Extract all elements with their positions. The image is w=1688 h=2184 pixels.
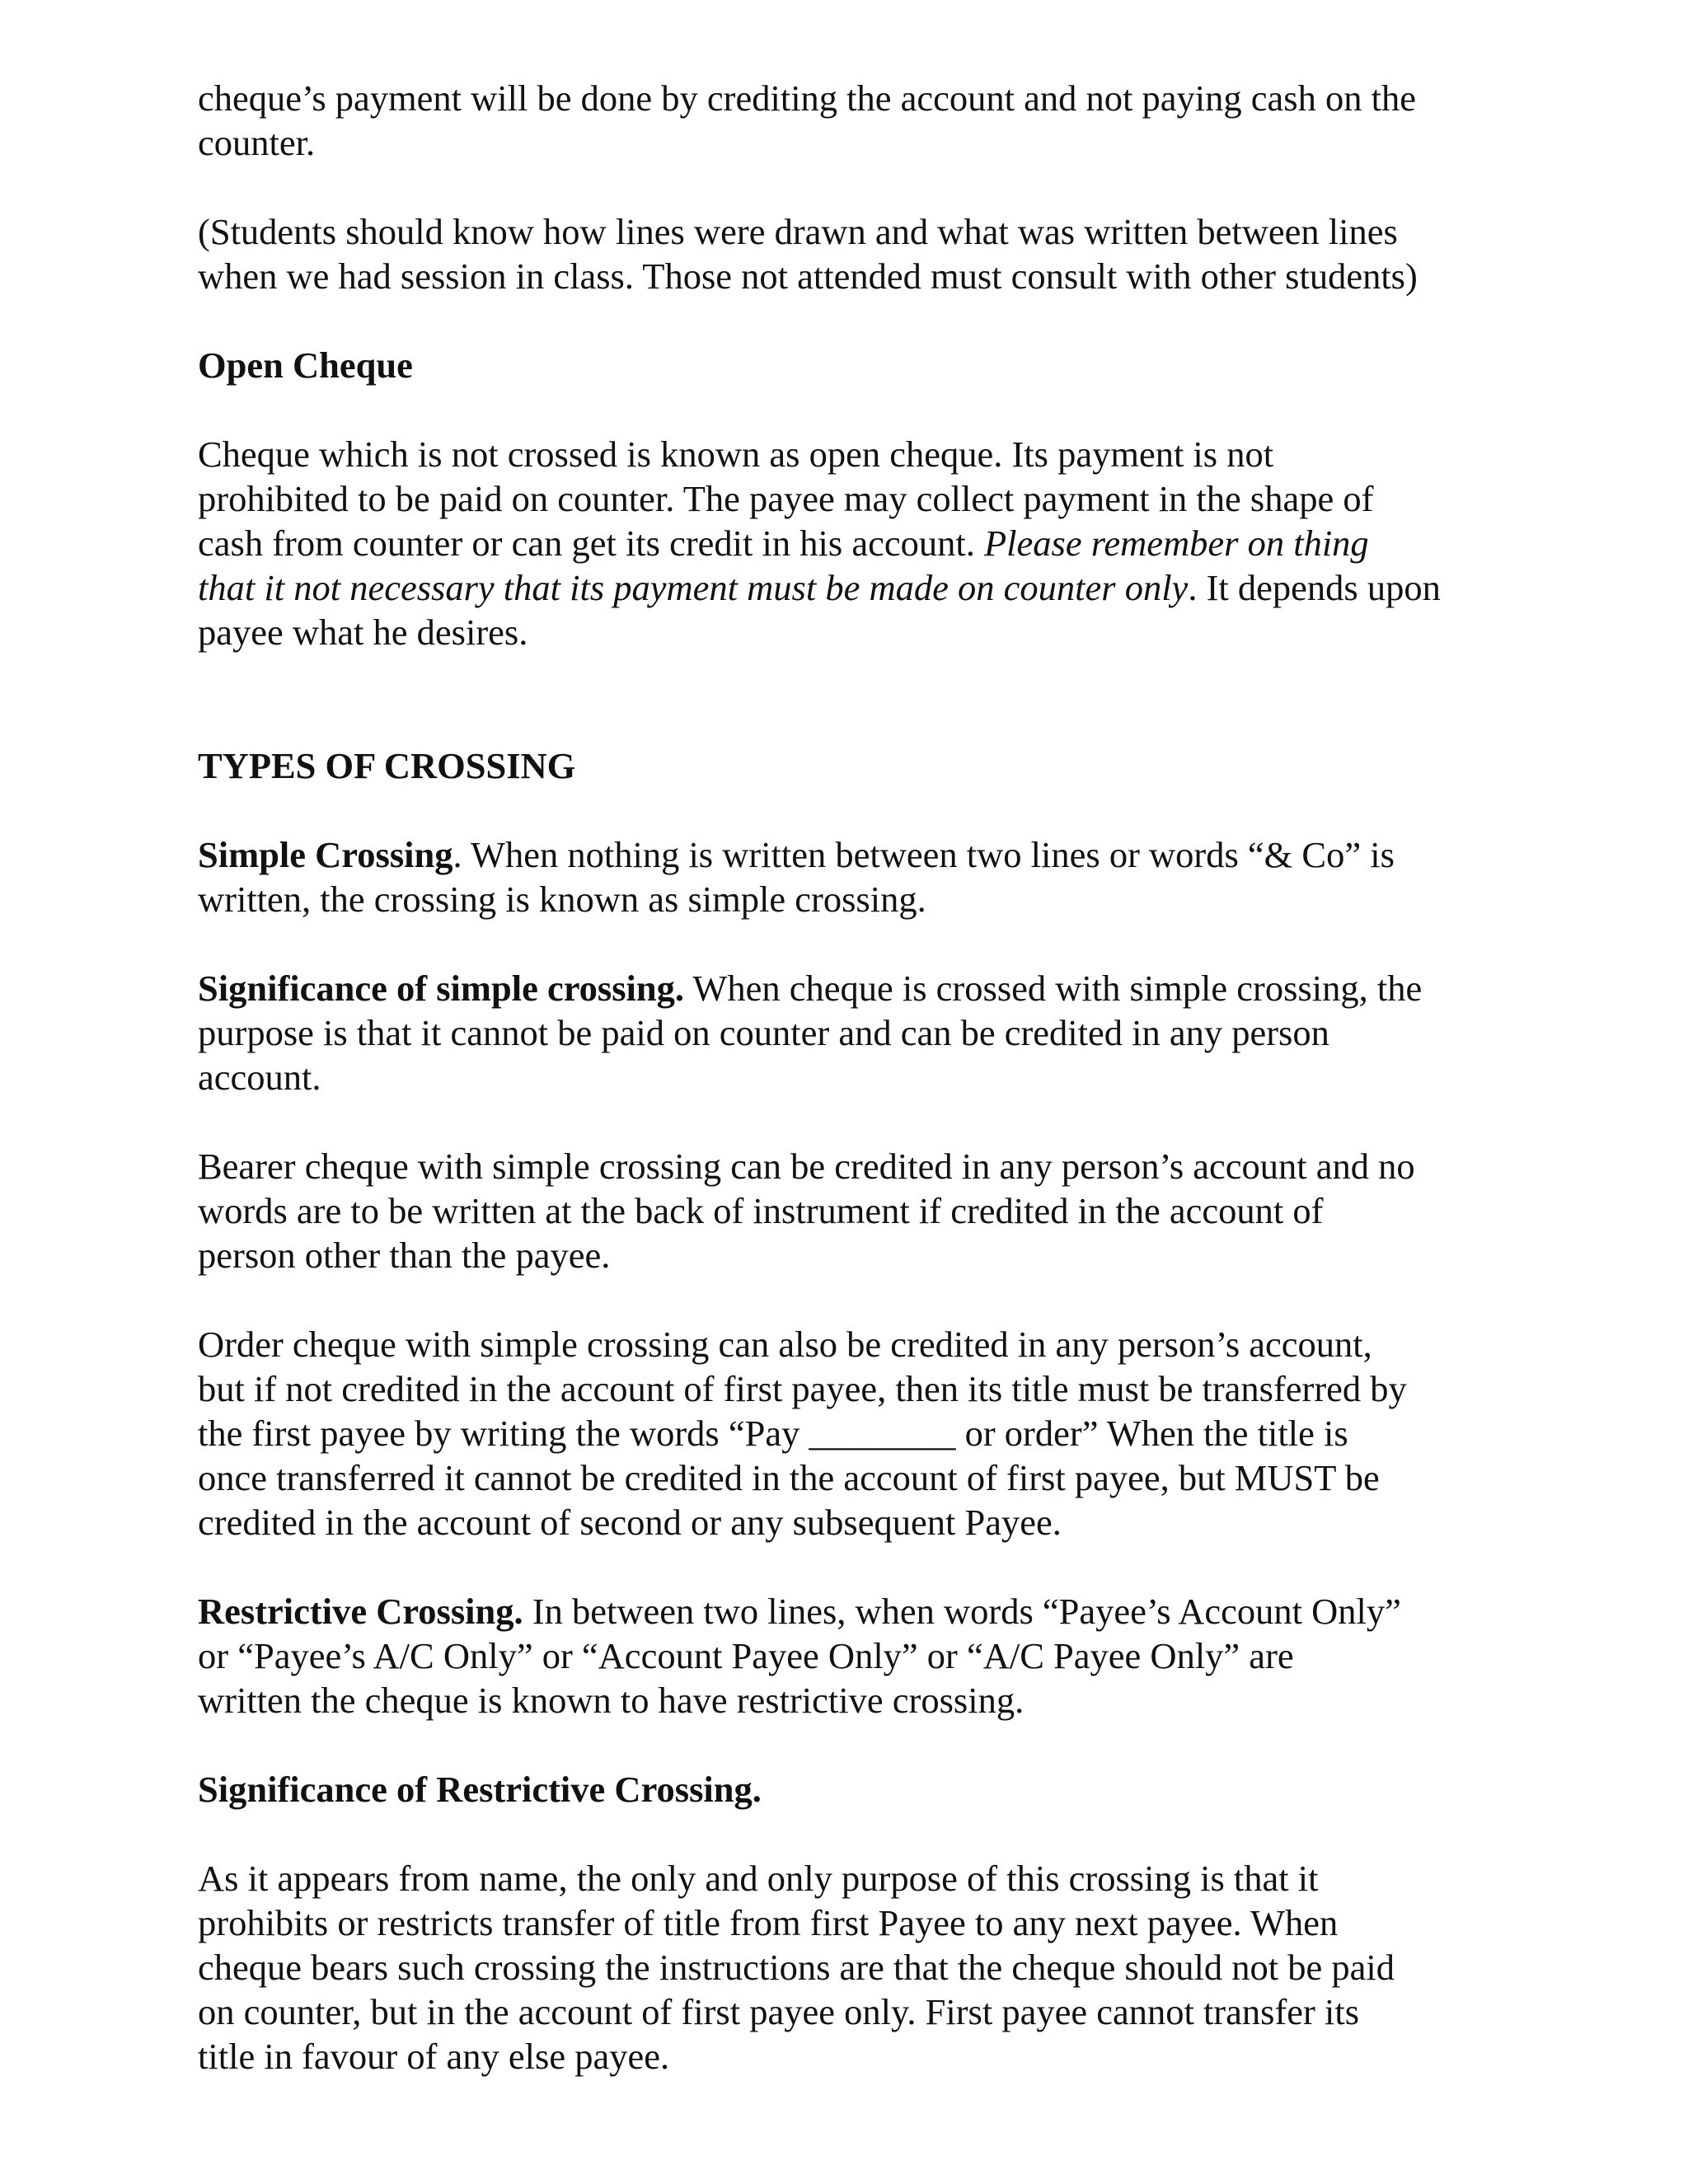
paragraph-cheque-payment xyxy=(198,76,1517,165)
paragraph-students-note xyxy=(198,209,1517,298)
paragraph-order-cheque xyxy=(198,1322,1517,1544)
text-line: (Students should know how lines were drawn and what was written between lines xyxy=(198,211,1398,252)
text-line: words are to be written at the back of instrument if credited in the account of xyxy=(198,1190,1324,1231)
document-page xyxy=(198,76,1517,2079)
text-line: written the cheque is known to have restrictive crossing. xyxy=(198,1680,1025,1721)
paragraph-significance-simple xyxy=(198,966,1517,1099)
paragraph-gap xyxy=(198,387,1517,432)
paragraph-gap xyxy=(198,298,1517,343)
italic-text: Please remember on thing xyxy=(983,523,1369,564)
text-line: counter. xyxy=(198,122,316,163)
text-line: In between two lines, when words “Payee’s Account Only” xyxy=(523,1591,1401,1632)
heading-significance-restrictive xyxy=(198,1767,1517,1811)
text-line: cash from counter or can get its credit in his account. xyxy=(198,523,984,564)
paragraph-gap xyxy=(198,1099,1517,1144)
text-line: As it appears from name, the only and only purpose of this crossing is that it xyxy=(198,1858,1319,1899)
paragraph-restrictive-crossing xyxy=(198,1589,1517,1722)
heading-types-of-crossing xyxy=(198,743,1517,788)
text-line: once transferred it cannot be credited in the account of first payee, but MUST be xyxy=(198,1457,1380,1498)
text-line: but if not credited in the account of first payee, then its title must be transferred by xyxy=(198,1368,1407,1409)
text-line: . When nothing is written between two lines or words “& Co” is xyxy=(452,834,1395,875)
heading-text: Open Cheque xyxy=(198,344,413,386)
text-line: when we had session in class. Those not attended must consult with other students) xyxy=(198,255,1418,297)
paragraph-gap xyxy=(198,1811,1517,1856)
text-line: person other than the payee. xyxy=(198,1235,611,1276)
paragraph-gap xyxy=(198,1722,1517,1767)
text-line: Cheque which is not crossed is known as open cheque. Its payment is not xyxy=(198,434,1274,475)
text-line: the first payee by writing the words “Pay ________ or order” When the title is xyxy=(198,1413,1348,1454)
text-line: account. xyxy=(198,1057,321,1098)
heading-text: Significance of Restrictive Crossing. xyxy=(198,1769,762,1810)
paragraph-gap xyxy=(198,165,1517,209)
text-line: prohibits or restricts transfer of title from first Payee to any next payee. When xyxy=(198,1902,1339,1943)
bold-term: Restrictive Crossing. xyxy=(198,1591,523,1632)
text-line: title in favour of any else payee. xyxy=(198,2036,670,2077)
bold-term: Significance of simple crossing. xyxy=(198,968,685,1009)
italic-text: that it not necessary that its payment must be made on counter only xyxy=(198,567,1189,608)
paragraph-gap xyxy=(198,921,1517,966)
section-gap xyxy=(198,654,1517,743)
text-line: purpose is that it cannot be paid on counter and can be credited in any person xyxy=(198,1012,1329,1053)
paragraph-simple-crossing xyxy=(198,832,1517,921)
heading-text: TYPES OF CROSSING xyxy=(198,745,576,786)
paragraph-restrictive-purpose xyxy=(198,1856,1517,2079)
text-line: Order cheque with simple crossing can also be credited in any person’s account, xyxy=(198,1324,1372,1365)
text-line: cheque’s payment will be done by crediting the account and not paying cash on the xyxy=(198,77,1416,119)
text-line: written, the crossing is known as simple crossing. xyxy=(198,879,926,920)
bold-term: Simple Crossing xyxy=(198,834,453,875)
paragraph-gap xyxy=(198,788,1517,832)
text-line: payee what he desires. xyxy=(198,612,528,653)
text-line: credited in the account of second or any subsequent Payee. xyxy=(198,1502,1062,1543)
paragraph-gap xyxy=(198,1277,1517,1322)
text-line: When cheque is crossed with simple crossing, the xyxy=(684,968,1423,1009)
paragraph-open-cheque xyxy=(198,432,1517,654)
text-line: Bearer cheque with simple crossing can be credited in any person’s account and no xyxy=(198,1146,1415,1187)
text-line: cheque bears such crossing the instructions are that the cheque should not be paid xyxy=(198,1947,1395,1988)
text-line: on counter, but in the account of first payee only. First payee cannot transfer its xyxy=(198,1991,1360,2032)
heading-open-cheque xyxy=(198,343,1517,387)
text-line: . It depends upon xyxy=(1188,567,1441,608)
text-line: prohibited to be paid on counter. The payee may collect payment in the shape of xyxy=(198,478,1374,519)
paragraph-gap xyxy=(198,1544,1517,1589)
paragraph-bearer-cheque xyxy=(198,1144,1517,1277)
text-line: or “Payee’s A/C Only” or “Account Payee Only” or “A/C Payee Only” are xyxy=(198,1635,1294,1676)
